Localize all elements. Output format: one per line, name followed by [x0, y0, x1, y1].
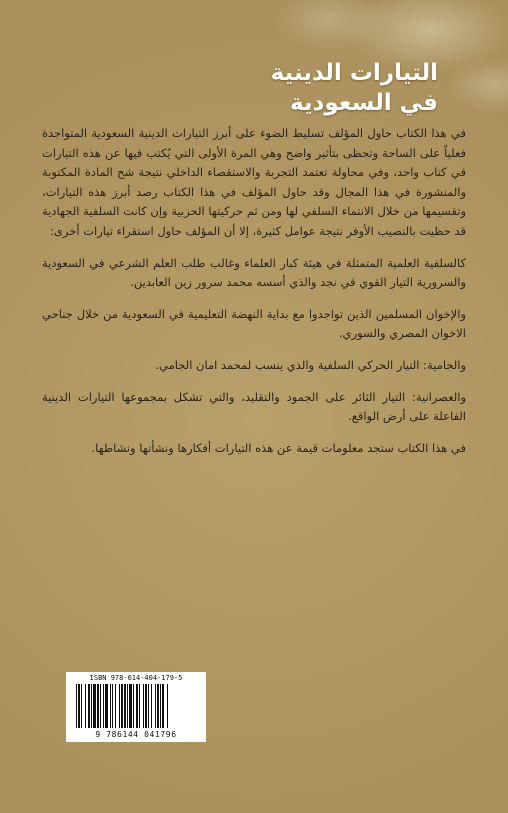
title-line-1: التيارات الدينية [270, 60, 438, 86]
barcode [66, 672, 206, 742]
barcode-bars [76, 684, 198, 728]
blurb-paragraph: كالسلفية العلمية المتمثلة في هيئة كبار العلماء وغالب طلب العلم الشرعي في السعودية والسرورية التيار القوي في نجد والذي أسسه محمد سرور زين العابدين. [42, 255, 466, 290]
title-line-2: في السعودية [289, 90, 438, 116]
blurb-paragraph: والإخوان المسلمين الذين تواجدوا مع بداية النهضة التعليمية في السعودية من خلال جناحي الاخوان المصري والسوري. [42, 306, 466, 341]
blurb-paragraph: في هذا الكتاب حاول المؤلف تسليط الضوء على أبرز التيارات الدينية السعودية المتواجدة فعلياً على الساحة وتحظى بتأثير واضح وهي المرة الأولى التي يُكتب فيها عن هذه التيارات في كتاب واحد، وفي محاولة تعتمد التجربة والاستقصاء الداخلي نتيجة شح المادة المكتوبة والمنشورة في هذا المجال وقد حاول المؤلف في هذا الكتاب رصد أبرز هذه التيارات، وتقسيمها من خلال الانتماء السلفي لها ومن ثم حركيتها الحزبية وإن كانت السلفية الجهادية قد حظيت بالنصيب الأوفر نتيجة عوامل كثيرة، إلا أن المؤلف حاول استقراء تيارات أخرى: [42, 126, 466, 238]
blurb-paragraph: والعصرانية: التيار الثائر على الجمود والتقليد، والتي تشكل بمجموعها التيارات الدينية الفاعلة على أرض الواقع. [42, 389, 466, 424]
barcode-digits: 9 786144 041796 [95, 730, 177, 739]
blurb [42, 124, 466, 470]
blurb-paragraph: والجامية: التيار الحركي السلفية والذي ينسب لمحمد امان الجامي. [155, 357, 466, 372]
isbn-label: ISBN 978-614-404-179-5 [89, 674, 183, 682]
book-title [138, 58, 438, 118]
blurb-paragraph: في هذا الكتاب ستجد معلومات قيمة عن هذه التيارات أفكارها ونشأتها ونشاطها. [91, 440, 466, 455]
